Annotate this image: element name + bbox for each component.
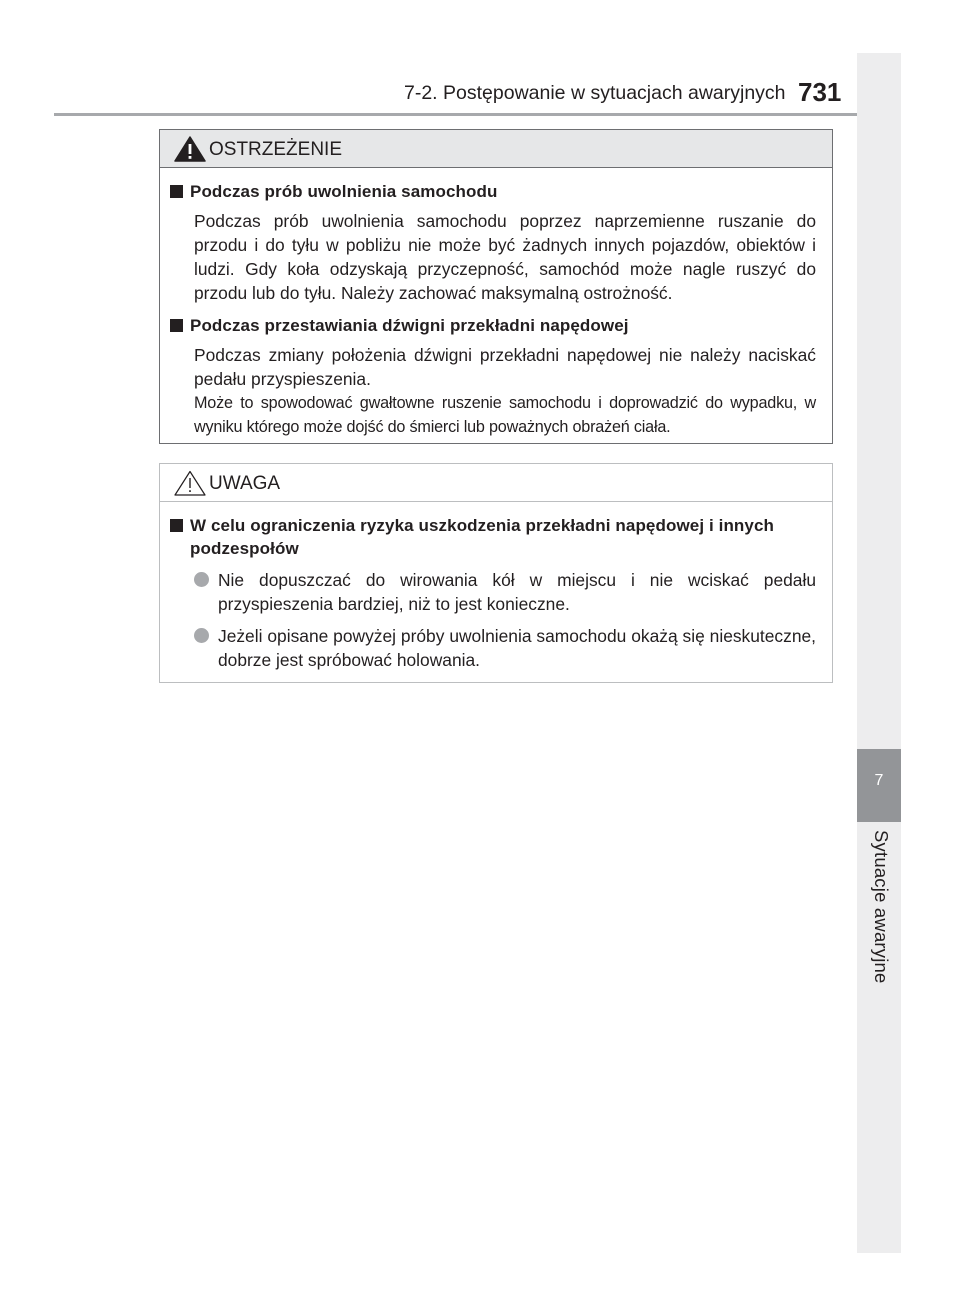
warning-item-title xyxy=(168,314,816,337)
page-number: 731 xyxy=(798,77,842,107)
warning-box xyxy=(159,129,833,444)
caution-box-body xyxy=(160,502,832,672)
side-tab xyxy=(857,53,901,1253)
caution-outline-triangle-icon xyxy=(173,470,207,496)
list-item-text: Jeżeli opisane powyżej próby uwolnienia samochodu okażą się nieskuteczne, dobrze jest spróbować holowania. xyxy=(218,626,816,670)
warning-box-body xyxy=(160,168,832,439)
list-item-text: Nie dopuszczać do wirowania kół w miejscu i nie wciskać pedału przyspieszenia bardziej, niż to jest konieczne. xyxy=(218,570,816,614)
round-bullet-icon xyxy=(194,572,209,587)
list-item xyxy=(194,624,816,672)
warning-box-label: OSTRZEŻENIE xyxy=(209,139,343,160)
square-bullet-icon xyxy=(170,319,183,332)
warning-box-header xyxy=(160,130,832,168)
caution-box-label: UWAGA xyxy=(209,473,281,494)
square-bullet-icon xyxy=(170,519,183,532)
warning-item-title xyxy=(168,180,816,203)
warning-paragraph: Może to spowodować gwałtowne ruszenie samochodu i doprowadzić do wypadku, w wyniku którego może dojść do śmierci lub poważnych obrażeń ciała. xyxy=(194,394,816,436)
caution-box xyxy=(159,463,833,683)
warning-paragraph: Podczas prób uwolnienia samochodu poprzez naprzemienne ruszanie do przodu i do tyłu w pobliżu nie może być żadnych innych pojazdów, obiektów i ludzi. Gdy koła odzyskają przyczepność, samochód może nagle ruszyć do przodu lub do tyłu. Należy zachować maksymalną ostrożność. xyxy=(194,211,816,303)
warning-item-title-text: Podczas prób uwolnienia samochodu xyxy=(190,182,498,201)
list-item xyxy=(194,568,816,616)
round-bullet-icon xyxy=(194,628,209,643)
caution-item-title xyxy=(168,514,816,560)
caution-box-header xyxy=(160,464,832,502)
chapter-name: Sytuacje awaryjne xyxy=(871,830,892,984)
square-bullet-icon xyxy=(170,185,183,198)
header-rule xyxy=(54,113,900,116)
chapter-number: 7 xyxy=(874,772,884,789)
warning-paragraph: Podczas zmiany położenia dźwigni przekładni napędowej nie należy naciskać pedału przyspieszenia. xyxy=(194,345,816,389)
caution-item-title-text: W celu ograniczenia ryzyka uszkodzenia przekładni napędowej i innych podzespołów xyxy=(190,516,775,558)
warning-filled-triangle-icon xyxy=(173,136,207,162)
warning-item-title-text: Podczas przestawiania dźwigni przekładni napędowej xyxy=(190,316,629,335)
section-title: 7-2. Postępowanie w sytuacjach awaryjnych xyxy=(404,82,786,104)
